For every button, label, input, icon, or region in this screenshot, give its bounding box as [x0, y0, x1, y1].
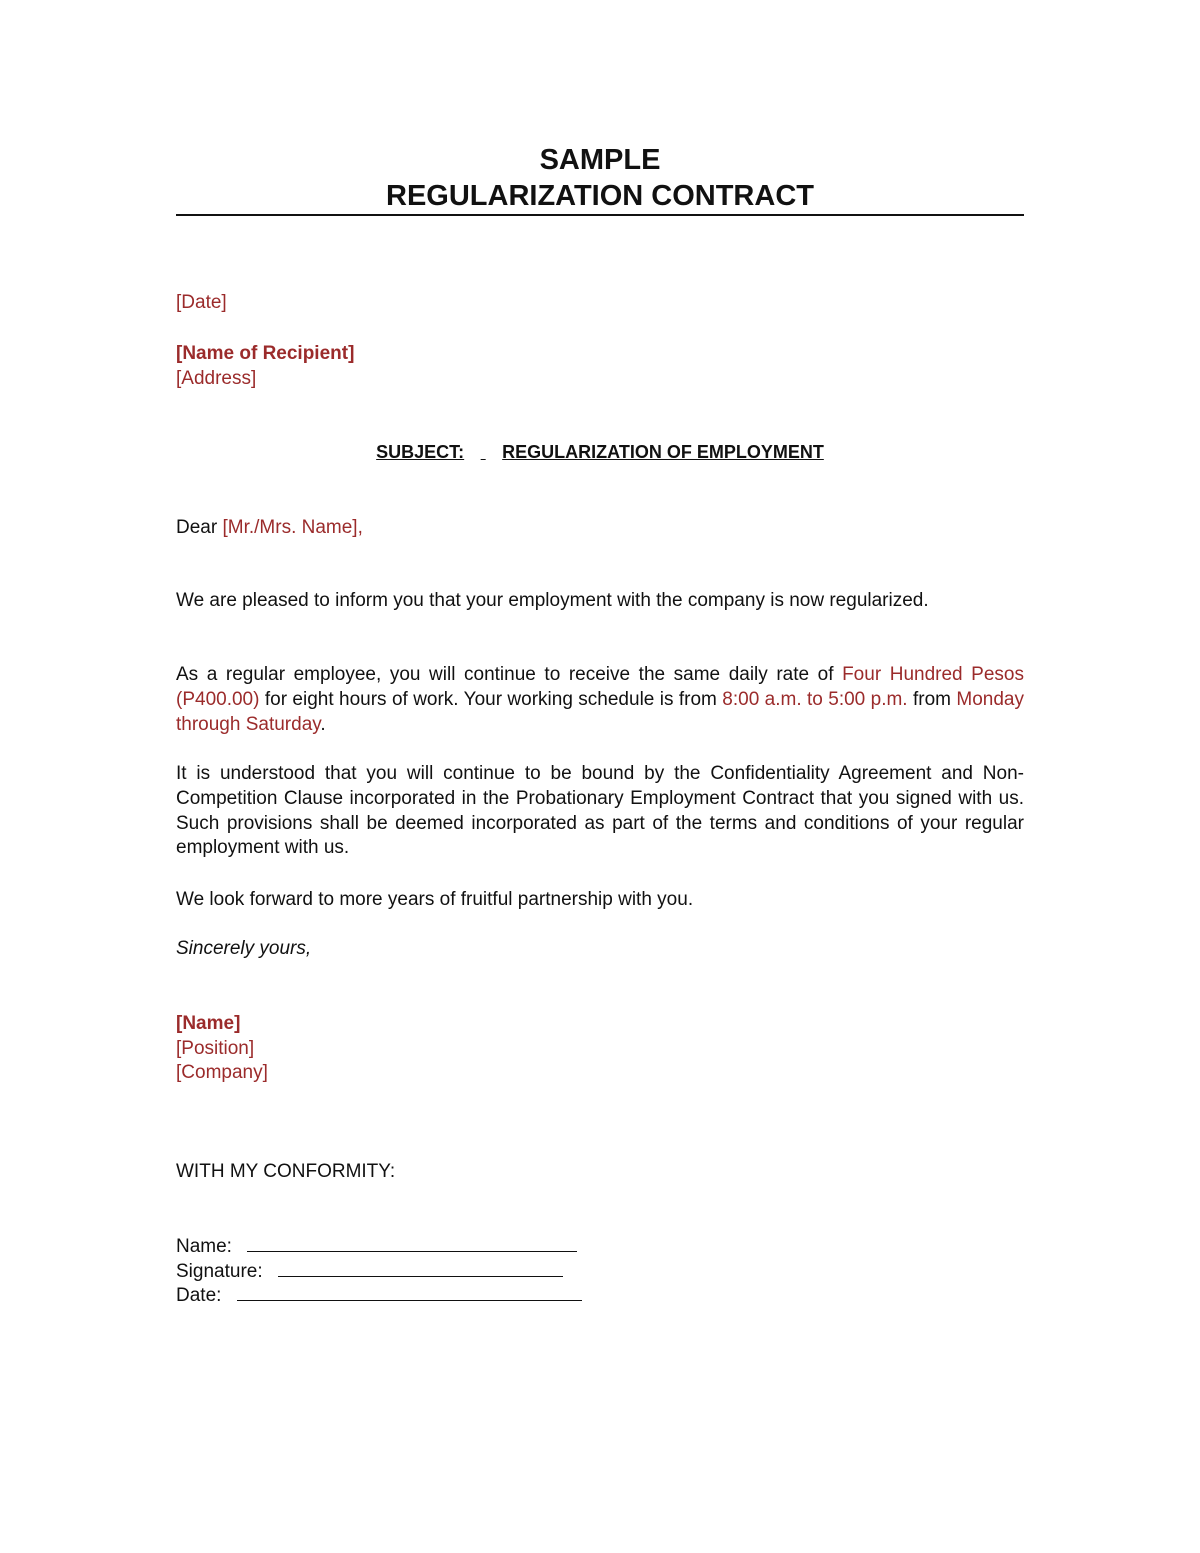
subject-gap: [464, 440, 502, 465]
paragraph-1: We are pleased to inform you that your employment with the company is now regularized.: [176, 590, 929, 611]
conformity-date-blank[interactable]: [237, 1284, 582, 1301]
paragraph-2: [176, 663, 1024, 737]
working-hours: 8:00 a.m. to 5:00 p.m.: [722, 688, 908, 710]
conformity-heading: WITH MY CONFORMITY:: [176, 1161, 396, 1182]
subject-label: SUBJECT:: [376, 442, 465, 462]
signer-name: [Name]: [176, 1013, 241, 1034]
salutation-prefix: Dear: [176, 517, 223, 538]
para2-text-2: for eight hours of work. Your working schedule is from: [259, 688, 723, 710]
conformity-date-label: Date:: [176, 1285, 222, 1306]
para2-text-4: .: [320, 713, 326, 735]
recipient-name: [Name of Recipient]: [176, 343, 355, 364]
conformity-signature-blank[interactable]: [278, 1260, 563, 1277]
subject-line: [176, 440, 1024, 465]
conformity-date-row: [176, 1283, 582, 1308]
paragraph-4: We look forward to more years of fruitful partnership with you.: [176, 889, 694, 910]
paragraph-3: It is understood that you will continue to be bound by the Confidentiality Agreement and Non-Competition Clause incorporated in the Probationary Employment Contract that you signed with us. Such provisions shall be deemed incorporated as part of the terms and conditions of your regular employment with us.: [176, 763, 1024, 859]
para2-text-3: from: [907, 688, 957, 710]
salutation-name: [Mr./Mrs. Name],: [222, 517, 363, 538]
title-line-1: SAMPLE: [539, 144, 661, 176]
conformity-name-row: [176, 1234, 577, 1259]
signer-company: [Company]: [176, 1062, 268, 1083]
daily-rate: Four Hundred Pesos (P400.00): [176, 664, 1024, 710]
conformity-name-label: Name:: [176, 1236, 232, 1257]
title-line-2: REGULARIZATION CONTRACT: [386, 180, 814, 212]
subject-text: REGULARIZATION OF EMPLOYMENT: [502, 442, 824, 462]
title-divider: [176, 214, 1024, 216]
signer-position: [Position]: [176, 1038, 255, 1059]
conformity-signature-row: [176, 1259, 563, 1284]
letter-date: [Date]: [176, 292, 227, 313]
closing: Sincerely yours,: [176, 938, 312, 959]
conformity-signature-label: Signature:: [176, 1261, 263, 1282]
working-days: Monday through Saturday: [176, 688, 1024, 735]
salutation: [176, 515, 363, 540]
recipient-address: [Address]: [176, 368, 257, 389]
conformity-name-blank[interactable]: [247, 1235, 577, 1252]
para2-text-1: As a regular employee, you will continue to receive the same daily rate of: [176, 664, 843, 685]
